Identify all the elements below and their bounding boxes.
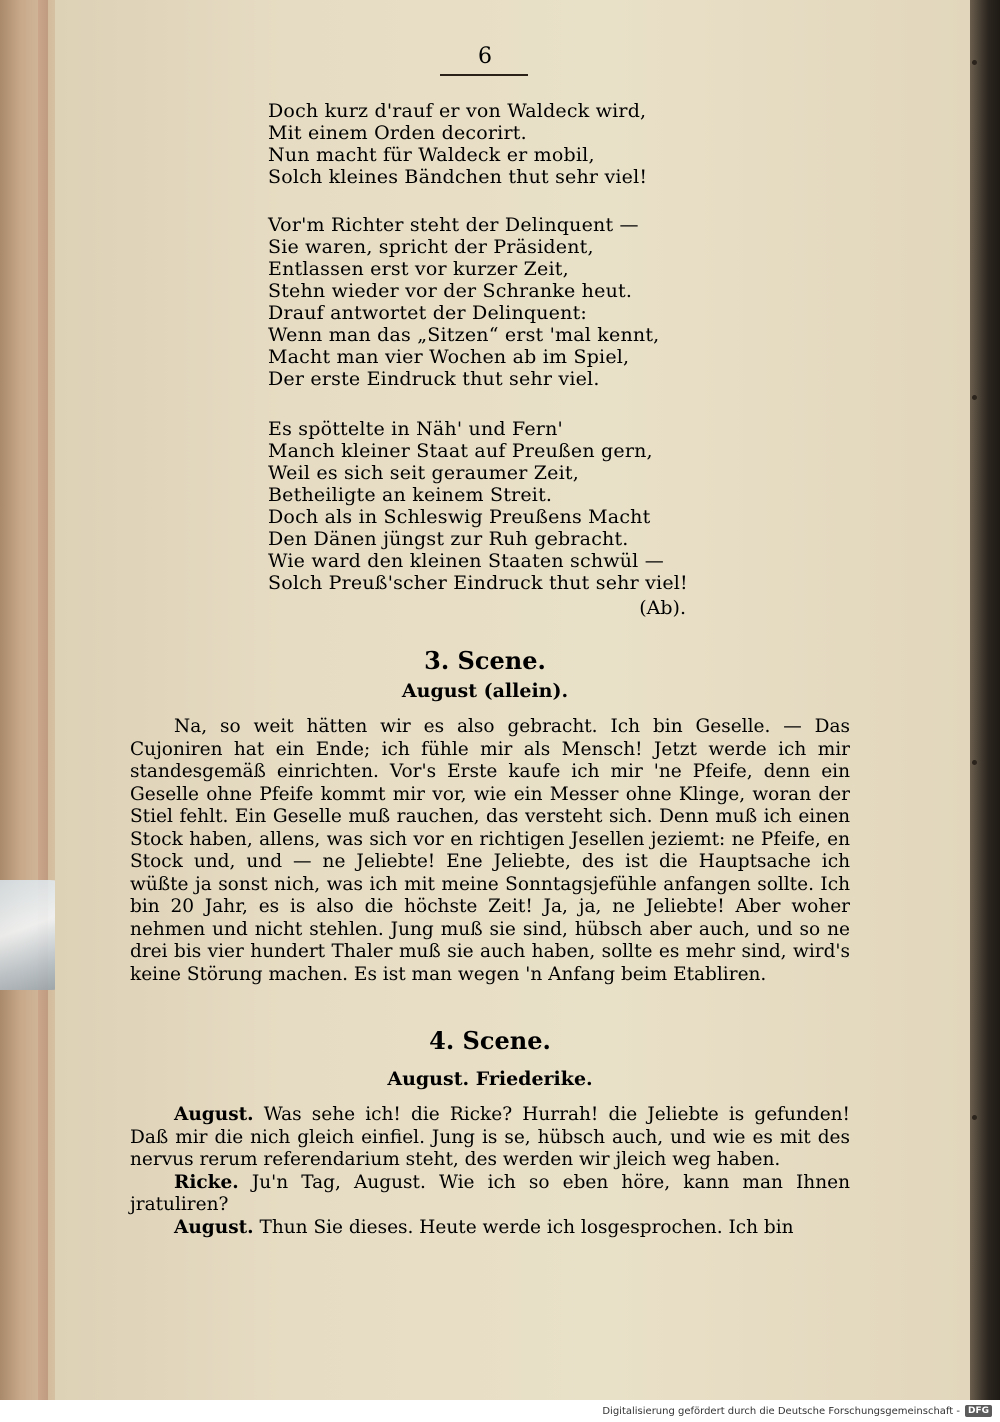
page-number: 6 <box>478 44 492 69</box>
dialog-text: Ju'n Tag, August. Wie ich so eben höre, kann man Ihnen jratuliren? <box>130 1171 850 1215</box>
dfg-logo: DFG <box>965 1405 992 1417</box>
verse-line: Doch als in Schleswig Preußens Macht <box>268 506 651 528</box>
verse-line: Sie waren, spricht der Präsident, <box>268 236 594 258</box>
binding-hole <box>972 760 977 765</box>
dialog-text: Was sehe ich! die Ricke? Hurrah! die Jeliebte is gefunden! Daß mir die nich gleich einfiel. Jung is se, hübsch auch, und wie es mit des nervus rerum referendarium steht, des werden wir jleich weg haben. <box>130 1104 850 1170</box>
scene-3-title: 3. Scene. <box>424 646 546 675</box>
book-spine <box>0 0 60 1400</box>
scene-3-cast: August (allein). <box>401 680 569 702</box>
verse-line: Doch kurz d'rauf er von Waldeck wird, <box>268 100 647 122</box>
binding-hole <box>972 60 977 65</box>
scene-4-cast: August. Friederike. <box>387 1068 593 1090</box>
scene-3-monologue <box>130 716 850 986</box>
verse-line: Betheiligte an keinem Streit. <box>268 484 553 506</box>
dialog-line <box>130 1217 850 1240</box>
binding-hole <box>972 1115 977 1120</box>
speaker-name: August. <box>174 1104 254 1125</box>
verse-line: Macht man vier Wochen ab im Spiel, <box>268 346 630 368</box>
verse-line: Manch kleiner Staat auf Preußen gern, <box>268 440 653 462</box>
verse-line: Entlassen erst vor kurzer Zeit, <box>268 258 569 280</box>
dialog-text: Thun Sie dieses. Heute werde ich losgesprochen. Ich bin <box>259 1216 794 1238</box>
verse-line: Es spöttelte in Näh' und Fern' <box>268 418 563 440</box>
verse-stanza-2 <box>268 214 688 390</box>
verse-line: Wie ward den kleinen Staaten schwül — <box>268 550 664 572</box>
verse-line: Den Dänen jüngst zur Ruh gebracht. <box>268 528 629 550</box>
scene-4-dialog <box>130 1104 850 1239</box>
verse-line: Wenn man das „Sitzen“ erst 'mal kennt, <box>268 324 660 346</box>
dialog-line <box>130 1104 850 1172</box>
spine-binding-strip <box>38 0 48 1400</box>
scene-4-title: 4. Scene. <box>429 1026 551 1055</box>
verse-line: Stehn wieder vor der Schranke heut. <box>268 280 633 302</box>
digitization-footer <box>0 1400 1000 1422</box>
verse-line: Der erste Eindruck thut sehr viel. <box>268 368 600 390</box>
verse-line: Vor'm Richter steht der Delinquent — <box>268 214 639 236</box>
verse-line: Solch Preuß'scher Eindruck thut sehr viel! <box>268 572 688 594</box>
verse-stanza-1 <box>268 100 688 188</box>
monologue-paragraph: Na, so weit hätten wir es also gebracht. Ich bin Geselle. — Das Cujoniren hat ein Ende; ich fühle mir als Mensch! Jetzt werde ich mir standesgemäß einrichten. Vor's Erste kaufe ich mir 'ne Pfeife, denn ein Geselle ohne Pfeife kommt mir vor, wie ein Messer ohne Klinge, woran der Stiel fehlt. Ein Geselle muß rauchen, das versteht sich. Denn muß ich einen Stock haben, allens, was sich vor en richtigen Jesellen jeziemt: ne Pfeife, en Stock und, und — ne Jeliebte! Ene Jeliebte, des ist die Hauptsache ich wüßte ja sonst nich, was ich mit meine Sonntagsjefühle anfangen sollte. Ich bin 20 Jahr, es is also die höchste Zeit! Ja, ja, ne Jeliebte! Aber woher nehmen und nicht stehlen. Jung muß sie sind, hübsch aber auch, und so ne drei bis vier hundert Thaler muß sie auch haben, sollte es mehr sind, wird's keine Störung machen. Es ist man wegen 'n Anfang beim Etabliren. <box>130 716 850 985</box>
dialog-line <box>130 1172 850 1217</box>
binding-hole <box>972 395 977 400</box>
page-number-rule <box>440 74 528 76</box>
verse-line: Weil es sich seit geraumer Zeit, <box>268 462 579 484</box>
stage-direction-exit: (Ab). <box>639 597 686 619</box>
footer-credit: Digitalisierung gefördert durch die Deutsche Forschungsgemeinschaft - <box>602 1405 960 1417</box>
verse-line: Drauf antwortet der Delinquent: <box>268 302 588 324</box>
verse-line: Mit einem Orden decorirt. <box>268 122 527 144</box>
speaker-name: Ricke. <box>174 1171 239 1193</box>
book-right-edge <box>970 0 1000 1400</box>
verse-stanza-3 <box>268 418 688 594</box>
verse-line: Solch kleines Bändchen thut sehr viel! <box>268 166 648 188</box>
speaker-name: August. <box>174 1216 254 1238</box>
verse-line: Nun macht für Waldeck er mobil, <box>268 144 595 166</box>
